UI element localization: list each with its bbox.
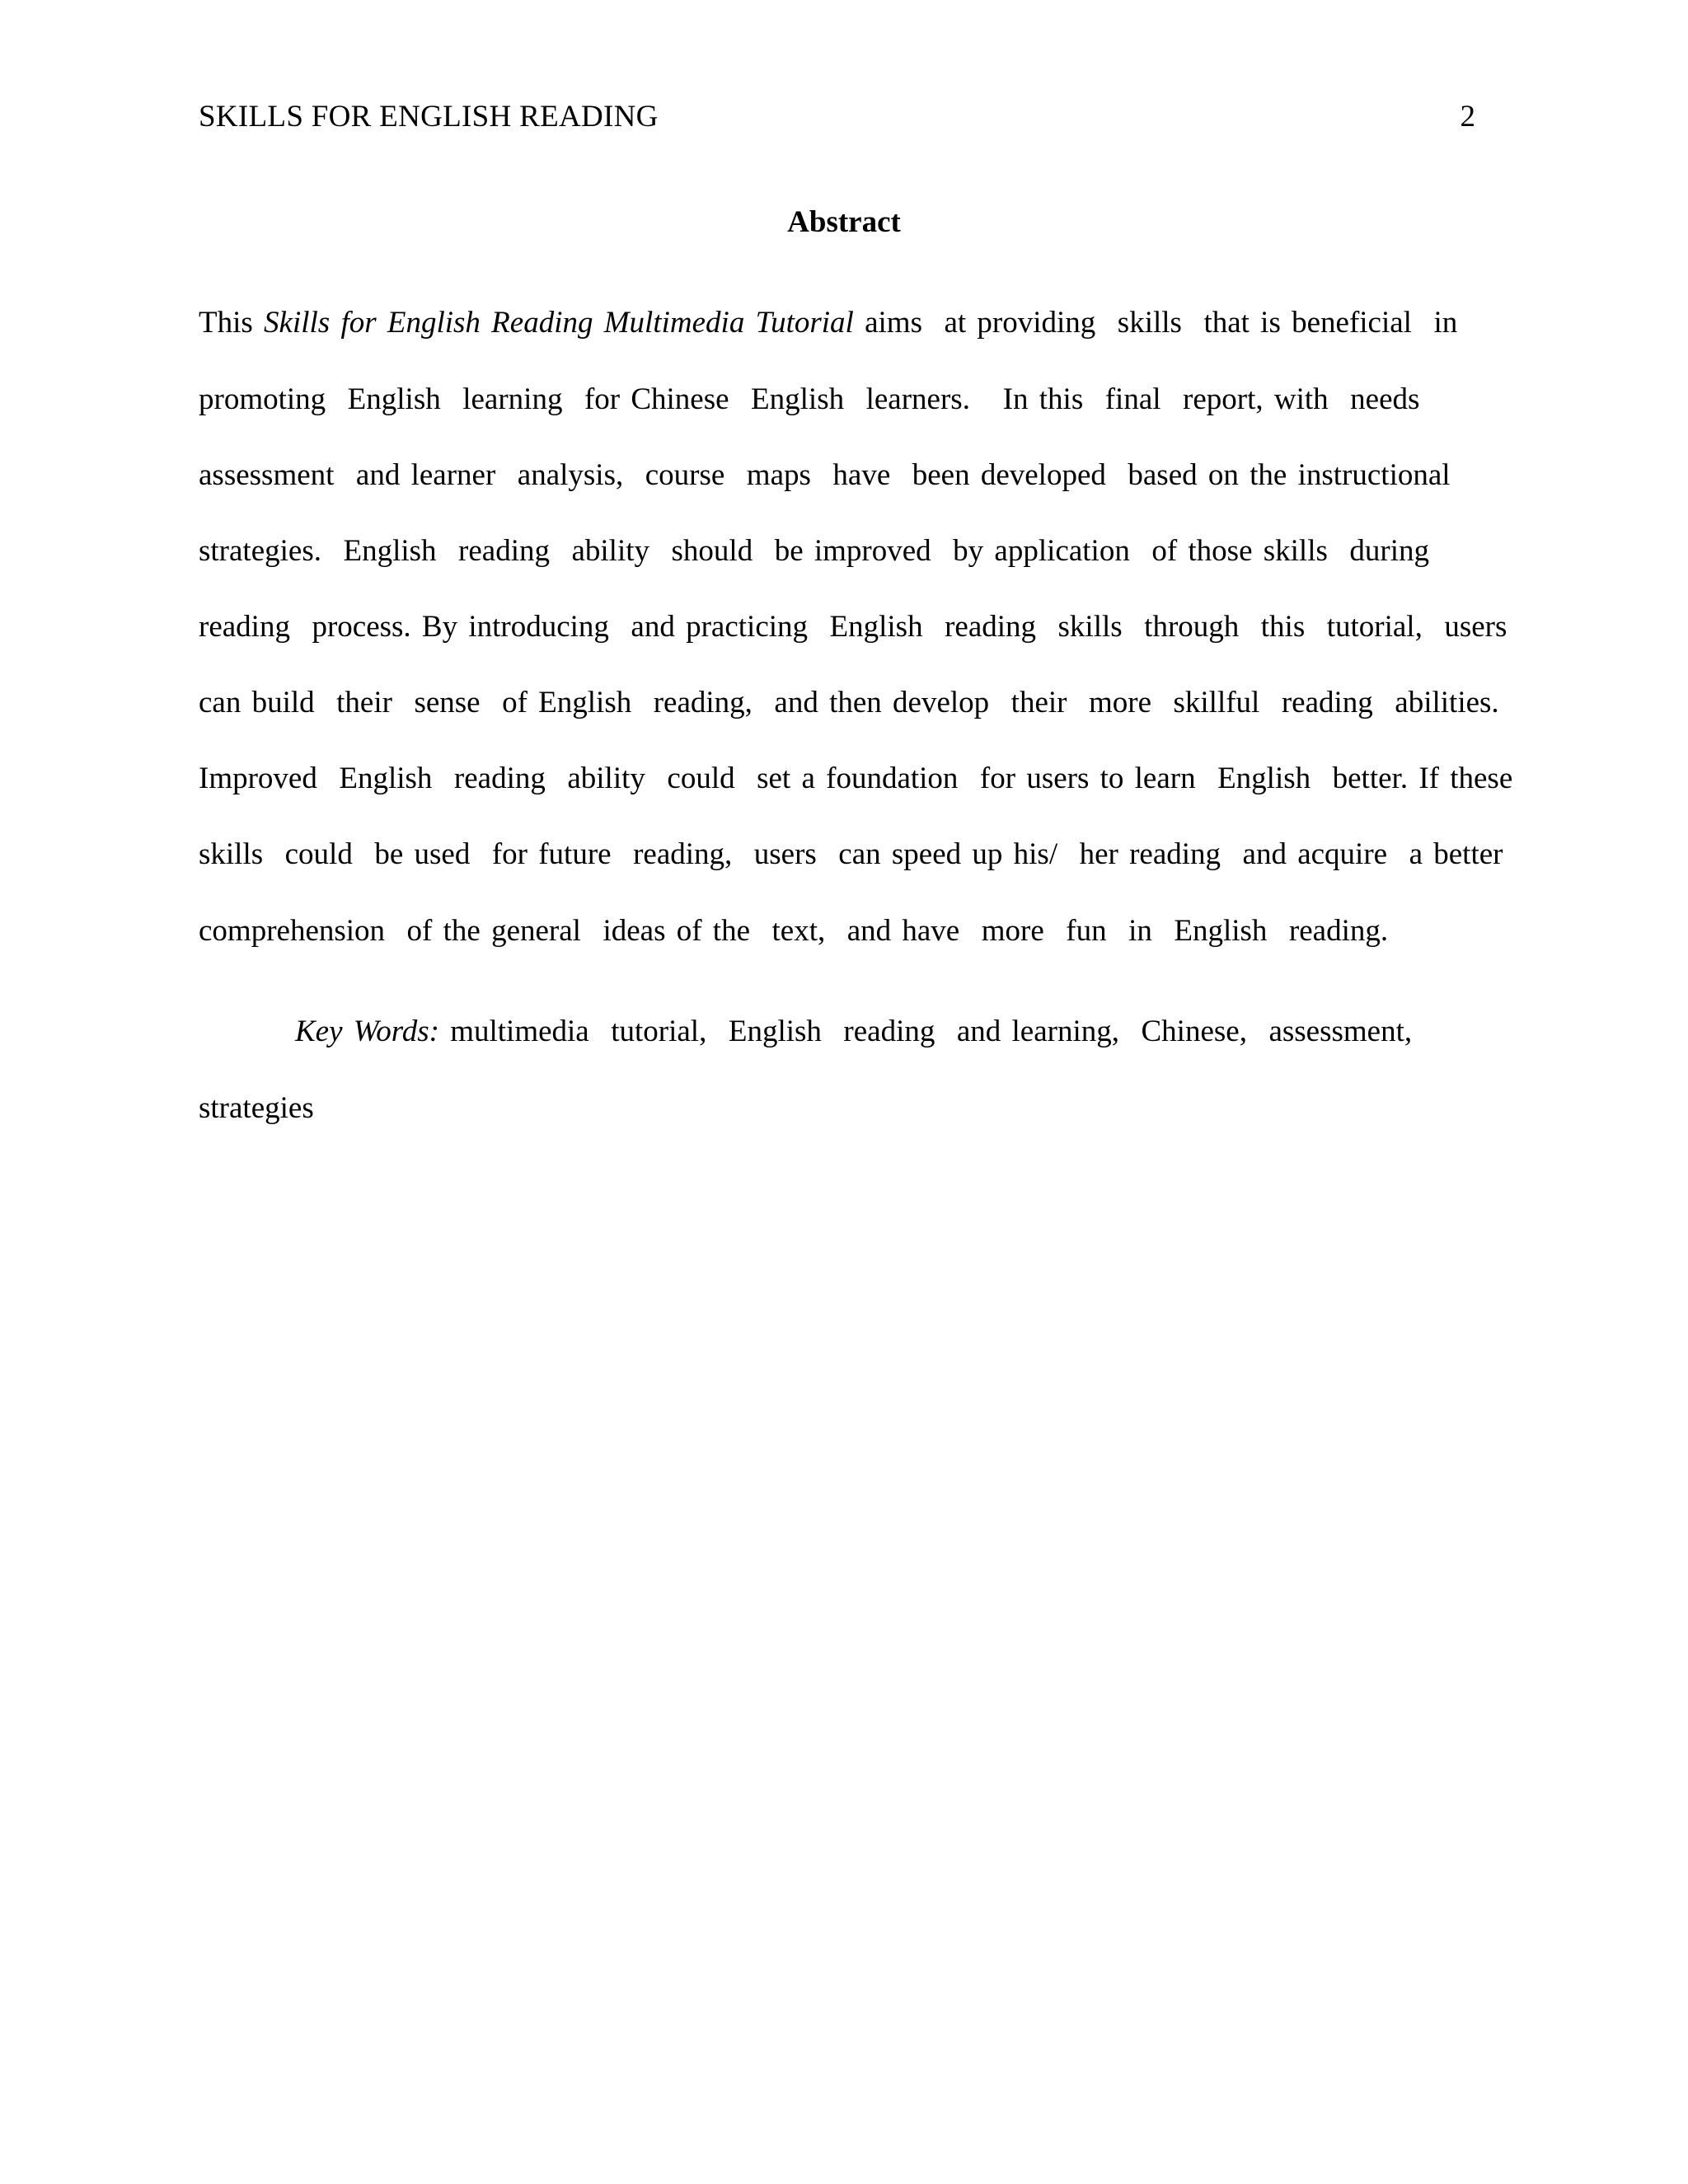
abstract-line-1 bbox=[199, 303, 1457, 343]
abstract-line-7: Improved English reading ability could set a foundation for users to learn English better. If these bbox=[199, 762, 1513, 795]
abstract-line-9: comprehension of the general ideas of the text, and have more fun in English reading. bbox=[199, 914, 1389, 948]
page-number: 2 bbox=[1460, 100, 1475, 134]
abstract-line-1-rest: aims at providing skills that is beneficial in bbox=[853, 306, 1458, 340]
keywords-line-1 bbox=[295, 1012, 1412, 1052]
abstract-line-5: reading process. By introducing and practicing English reading skills through this tutorial, users bbox=[199, 610, 1507, 644]
abstract-line-3: assessment and learner analysis, course maps have been developed based on the instructional bbox=[199, 458, 1451, 492]
keywords-label: Key Words: bbox=[295, 1015, 439, 1048]
abstract-title: Abstract bbox=[787, 205, 901, 239]
running-head: SKILLS FOR ENGLISH READING bbox=[199, 100, 659, 134]
tutorial-title-italic: Skills for English Reading Multimedia Tutorial bbox=[264, 306, 854, 340]
abstract-line-6: can build their sense of English reading, and then develop their more skillful reading abilities. bbox=[199, 686, 1499, 719]
abstract-line-4: strategies. English reading ability should be improved by application of those skills during bbox=[199, 534, 1429, 568]
abstract-line-2: promoting English learning for Chinese English learners. In this final report, with needs bbox=[199, 382, 1420, 416]
abstract-line-1-lead: This bbox=[199, 306, 265, 340]
keywords-list: multimedia tutorial, English reading and learning, Chinese, assessment, bbox=[438, 1015, 1413, 1048]
abstract-line-8: skills could be used for future reading, users can speed up his/ her reading and acquire a better bbox=[199, 837, 1503, 871]
keywords-line-2: strategies bbox=[199, 1091, 314, 1125]
